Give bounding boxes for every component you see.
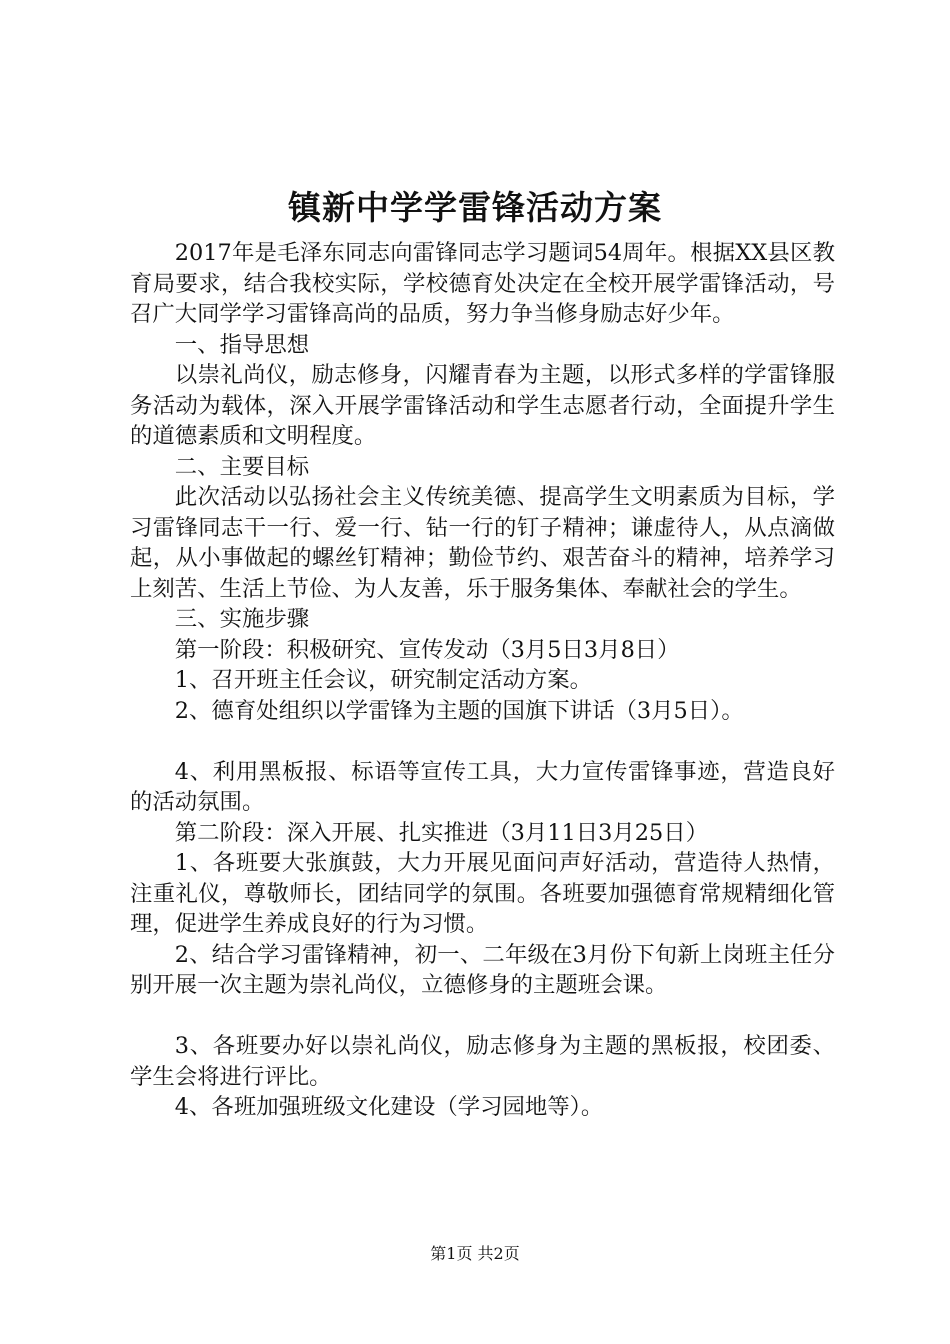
blank-line bbox=[130, 1001, 835, 1032]
heading-implementation-steps: 三、实施步骤 bbox=[174, 606, 310, 632]
stage-two-item-4: 4、各班加强班级文化建设（学习园地等）。 bbox=[174, 1094, 604, 1120]
paragraph-main-goals: 此次活动以弘扬社会主义传统美德、提高学生文明素质为目标，学习雷锋同志干一行、爱一行、钻一行的钉子精神；谦虚待人，从点滴做起，从小事做起的螺丝钉精神；勤俭节约、艰苦奋斗的精神，培养学习上刻苦、生活上节俭、为人友善，乐于服务集体、奉献社会的学生。 bbox=[130, 484, 835, 602]
stage-two-item-1: 1、各班要大张旗鼓，大力开展见面问声好活动，营造待人热情，注重礼仪，尊敬师长，团结同学的氛围。各班要加强德育常规精细化管理，促进学生养成良好的行为习惯。 bbox=[130, 850, 835, 937]
blank-line bbox=[130, 726, 835, 757]
page-number-footer: 第1页 共2页 bbox=[430, 1244, 520, 1263]
paragraph-intro: 2017年是毛泽东同志向雷锋同志学习题词54周年。根据XX县区教育局要求，结合我校实际，学校德育处决定在全校开展学雷锋活动，号召广大同学学习雷锋高尚的品质，努力争当修身励志好少年。 bbox=[130, 240, 835, 327]
stage-one-item-4: 4、利用黑板报、标语等宣传工具，大力宣传雷锋事迹，营造良好的活动氛围。 bbox=[130, 758, 835, 815]
stage-one-heading: 第一阶段：积极研究、宣传发动（3月5日3月8日） bbox=[174, 636, 680, 663]
stage-two-item-2: 2、结合学习雷锋精神，初一、二年级在3月份下旬新上岗班主任分别开展一次主题为崇礼尚仪，立德修身的主题班会课。 bbox=[130, 941, 835, 998]
stage-one-item-1: 1、召开班主任会议，研究制定活动方案。 bbox=[174, 667, 593, 693]
heading-main-goals: 二、主要目标 bbox=[174, 453, 310, 480]
document-body bbox=[130, 238, 835, 1123]
stage-one-item-2: 2、德育处组织以学雷锋为主题的国旗下讲话（3月5日）。 bbox=[174, 697, 744, 724]
stage-two-item-3: 3、各班要办好以崇礼尚仪，励志修身为主题的黑板报，校团委、学生会将进行评比。 bbox=[130, 1033, 835, 1090]
document-title: 镇新中学学雷锋活动方案 bbox=[288, 188, 662, 227]
paragraph-guiding-ideology: 以崇礼尚仪，励志修身，闪耀青春为主题，以形式多样的学雷锋服务活动为载体，深入开展学雷锋活动和学生志愿者行动，全面提升学生的道德素质和文明程度。 bbox=[130, 362, 835, 449]
stage-two-heading: 第二阶段：深入开展、扎实推进（3月11日3月25日） bbox=[174, 819, 709, 846]
heading-guiding-ideology: 一、指导思想 bbox=[174, 331, 310, 358]
